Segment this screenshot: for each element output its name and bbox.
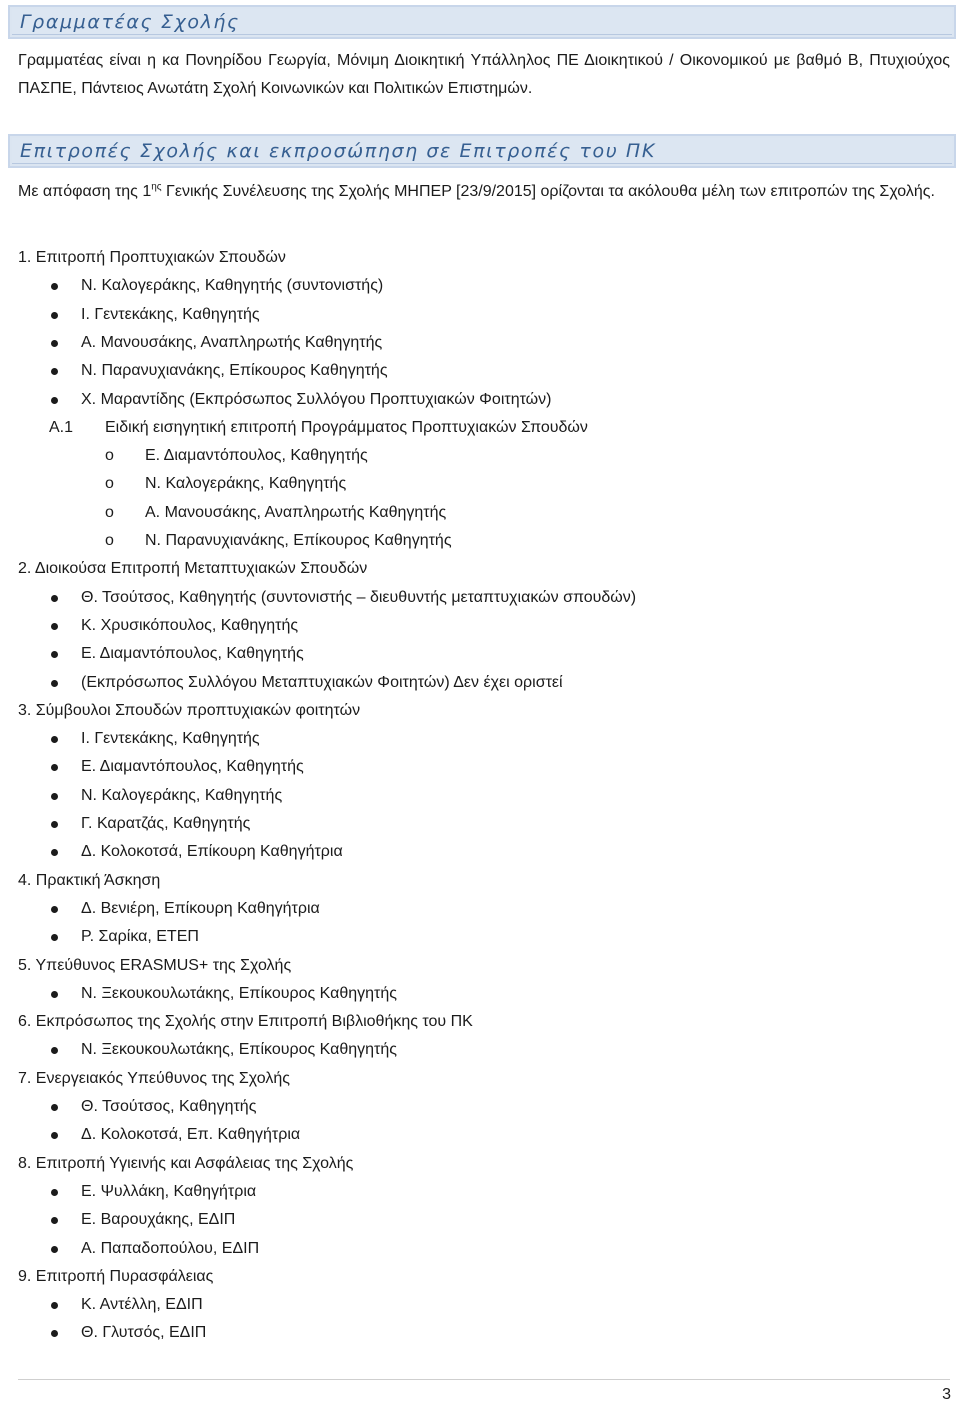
subcommittee-label: Α.1 xyxy=(49,419,74,436)
bullet-icon xyxy=(51,793,58,800)
committee-member: Α. Μανουσάκης, Αναπληρωτής Καθηγητής xyxy=(81,334,383,351)
bullet-icon xyxy=(51,1047,58,1054)
bullet-icon xyxy=(51,623,58,630)
committee-member: Θ. Τσούτσος, Καθηγητής xyxy=(81,1098,257,1115)
bullet-icon xyxy=(51,849,58,856)
committee-member: Κ. Αντέλλη, ΕΔΙΠ xyxy=(81,1296,203,1313)
section-heading-secretary: Γραμματέας Σχολής xyxy=(20,11,240,33)
hollow-bullet-icon: o xyxy=(105,475,114,492)
committee-heading: 9. Επιτροπή Πυρασφάλειας xyxy=(18,1268,214,1285)
committee-member: Θ. Τσούτσος, Καθηγητής (συντονιστής – διευθυντής μεταπτυχιακών σπουδών) xyxy=(81,589,637,606)
bullet-icon xyxy=(51,736,58,743)
subcommittee-member: Ν. Καλογεράκης, Καθηγητής xyxy=(145,475,347,492)
intro-text-start: Με απόφαση της 1 xyxy=(18,183,152,200)
committee-heading: 6. Εκπρόσωπος της Σχολής στην Επιτροπή Βιβλιοθήκης του ΠΚ xyxy=(18,1013,473,1030)
committee-member: Ν. Καλογεράκης, Καθηγητής (συντονιστής) xyxy=(81,277,384,294)
committee-member: Ν. Καλογεράκης, Καθηγητής xyxy=(81,787,283,804)
bullet-icon xyxy=(51,1132,58,1139)
bullet-icon xyxy=(51,397,58,404)
committee-member: Ε. Ψυλλάκη, Καθηγήτρια xyxy=(81,1183,257,1200)
bullet-icon xyxy=(51,340,58,347)
bullet-icon xyxy=(51,1246,58,1253)
committee-member: Γ. Καρατζάς, Καθηγητής xyxy=(81,815,251,832)
committee-heading: 4. Πρακτική Άσκηση xyxy=(18,872,161,889)
bullet-icon xyxy=(51,821,58,828)
committee-heading: 1. Επιτροπή Προπτυχιακών Σπουδών xyxy=(18,249,286,266)
bullet-icon xyxy=(51,368,58,375)
bullet-icon xyxy=(51,283,58,290)
committees-intro-paragraph xyxy=(18,178,950,206)
bullet-icon xyxy=(51,1330,58,1337)
secretary-paragraph: Γραμματέας είναι η κα Πονηρίδου Γεωργία, Μόνιμη Διοικητική Υπάλληλος ΠΕ Διοικητικού / Οικονομικού με βαθμό Β, Πτυχιούχος ΠΑΣΠΕ, Πάντειος Ανωτάτη Σχολή Κοινωνικών και Πολιτικών Επιστημών. xyxy=(18,52,950,97)
committee-member: Ε. Διαμαντόπουλος, Καθηγητής xyxy=(81,645,304,662)
bullet-icon xyxy=(51,906,58,913)
subcommittee-member: Ν. Παρανυχιανάκης, Επίκουρος Καθηγητής xyxy=(145,532,452,549)
section-heading-bar-secretary xyxy=(8,5,956,39)
committee-member: Ν. Ξεκουκουλωτάκης, Επίκουρος Καθηγητής xyxy=(81,1041,397,1058)
bullet-icon xyxy=(51,651,58,658)
section-heading-bar-committees xyxy=(8,134,956,168)
committee-member: Ν. Ξεκουκουλωτάκης, Επίκουρος Καθηγητής xyxy=(81,985,397,1002)
committee-member: Θ. Γλυτσός, ΕΔΙΠ xyxy=(81,1324,207,1341)
bullet-icon xyxy=(51,1104,58,1111)
bullet-icon xyxy=(51,680,58,687)
bullet-icon xyxy=(51,934,58,941)
hollow-bullet-icon: o xyxy=(105,504,114,521)
intro-text-end: Γενικής Συνέλευσης της Σχολής ΜΗΠΕΡ [23/9/2015] ορίζονται τα ακόλουθα μέλη των επιτροπών της Σχολής. xyxy=(161,183,935,200)
committee-member: Δ. Βενιέρη, Επίκουρη Καθηγήτρια xyxy=(81,900,320,917)
committee-member: Ι. Γεντεκάκης, Καθηγητής xyxy=(81,730,260,747)
committee-member: Ρ. Σαρίκα, ΕΤΕΠ xyxy=(81,928,199,945)
committee-member: Κ. Χρυσικόπουλος, Καθηγητής xyxy=(81,617,299,634)
bullet-icon xyxy=(51,1302,58,1309)
committee-member: Χ. Μαραντίδης (Εκπρόσωπος Συλλόγου Προπτυχιακών Φοιτητών) xyxy=(81,391,552,408)
committee-member: Δ. Κολοκοτσά, Επίκουρη Καθηγήτρια xyxy=(81,843,343,860)
hollow-bullet-icon: o xyxy=(105,532,114,549)
footer-divider xyxy=(18,1379,950,1380)
subcommittee-member: Ε. Διαμαντόπουλος, Καθηγητής xyxy=(145,447,368,464)
subcommittee-member: Α. Μανουσάκης, Αναπληρωτής Καθηγητής xyxy=(145,504,447,521)
hollow-bullet-icon: o xyxy=(105,447,114,464)
bullet-icon xyxy=(51,312,58,319)
committee-member: Α. Παπαδοπούλου, ΕΔΙΠ xyxy=(81,1240,260,1257)
bullet-icon xyxy=(51,1217,58,1224)
committee-heading: 7. Ενεργειακός Υπεύθυνος της Σχολής xyxy=(18,1070,290,1087)
page-number: 3 xyxy=(942,1386,951,1403)
bullet-icon xyxy=(51,595,58,602)
bullet-icon xyxy=(51,991,58,998)
bullet-icon xyxy=(51,764,58,771)
subcommittee-heading: Ειδική εισηγητική επιτροπή Προγράμματος Προπτυχιακών Σπουδών xyxy=(105,419,588,436)
committee-member: Ν. Παρανυχιανάκης, Επίκουρος Καθηγητής xyxy=(81,362,388,379)
committee-member: Ι. Γεντεκάκης, Καθηγητής xyxy=(81,306,260,323)
committee-member: Ε. Βαρουχάκης, ΕΔΙΠ xyxy=(81,1211,236,1228)
intro-superscript: ης xyxy=(151,181,162,193)
committee-member: Ε. Διαμαντόπουλος, Καθηγητής xyxy=(81,758,304,775)
committee-heading: 8. Επιτροπή Υγιεινής και Ασφάλειας της Σχολής xyxy=(18,1155,354,1172)
bullet-icon xyxy=(51,1189,58,1196)
committee-member: Δ. Κολοκοτσά, Επ. Καθηγήτρια xyxy=(81,1126,301,1143)
committee-heading: 2. Διοικούσα Επιτροπή Μεταπτυχιακών Σπουδών xyxy=(18,560,368,577)
committee-heading: 5. Υπεύθυνος ERASMUS+ της Σχολής xyxy=(18,957,292,974)
committee-member: (Εκπρόσωπος Συλλόγου Μεταπτυχιακών Φοιτητών) Δεν έχει οριστεί xyxy=(81,674,563,691)
committee-heading: 3. Σύμβουλοι Σπουδών προπτυχιακών φοιτητών xyxy=(18,702,361,719)
section-heading-committees: Επιτροπές Σχολής και εκπροσώπηση σε Επιτροπές του ΠΚ xyxy=(20,140,656,162)
